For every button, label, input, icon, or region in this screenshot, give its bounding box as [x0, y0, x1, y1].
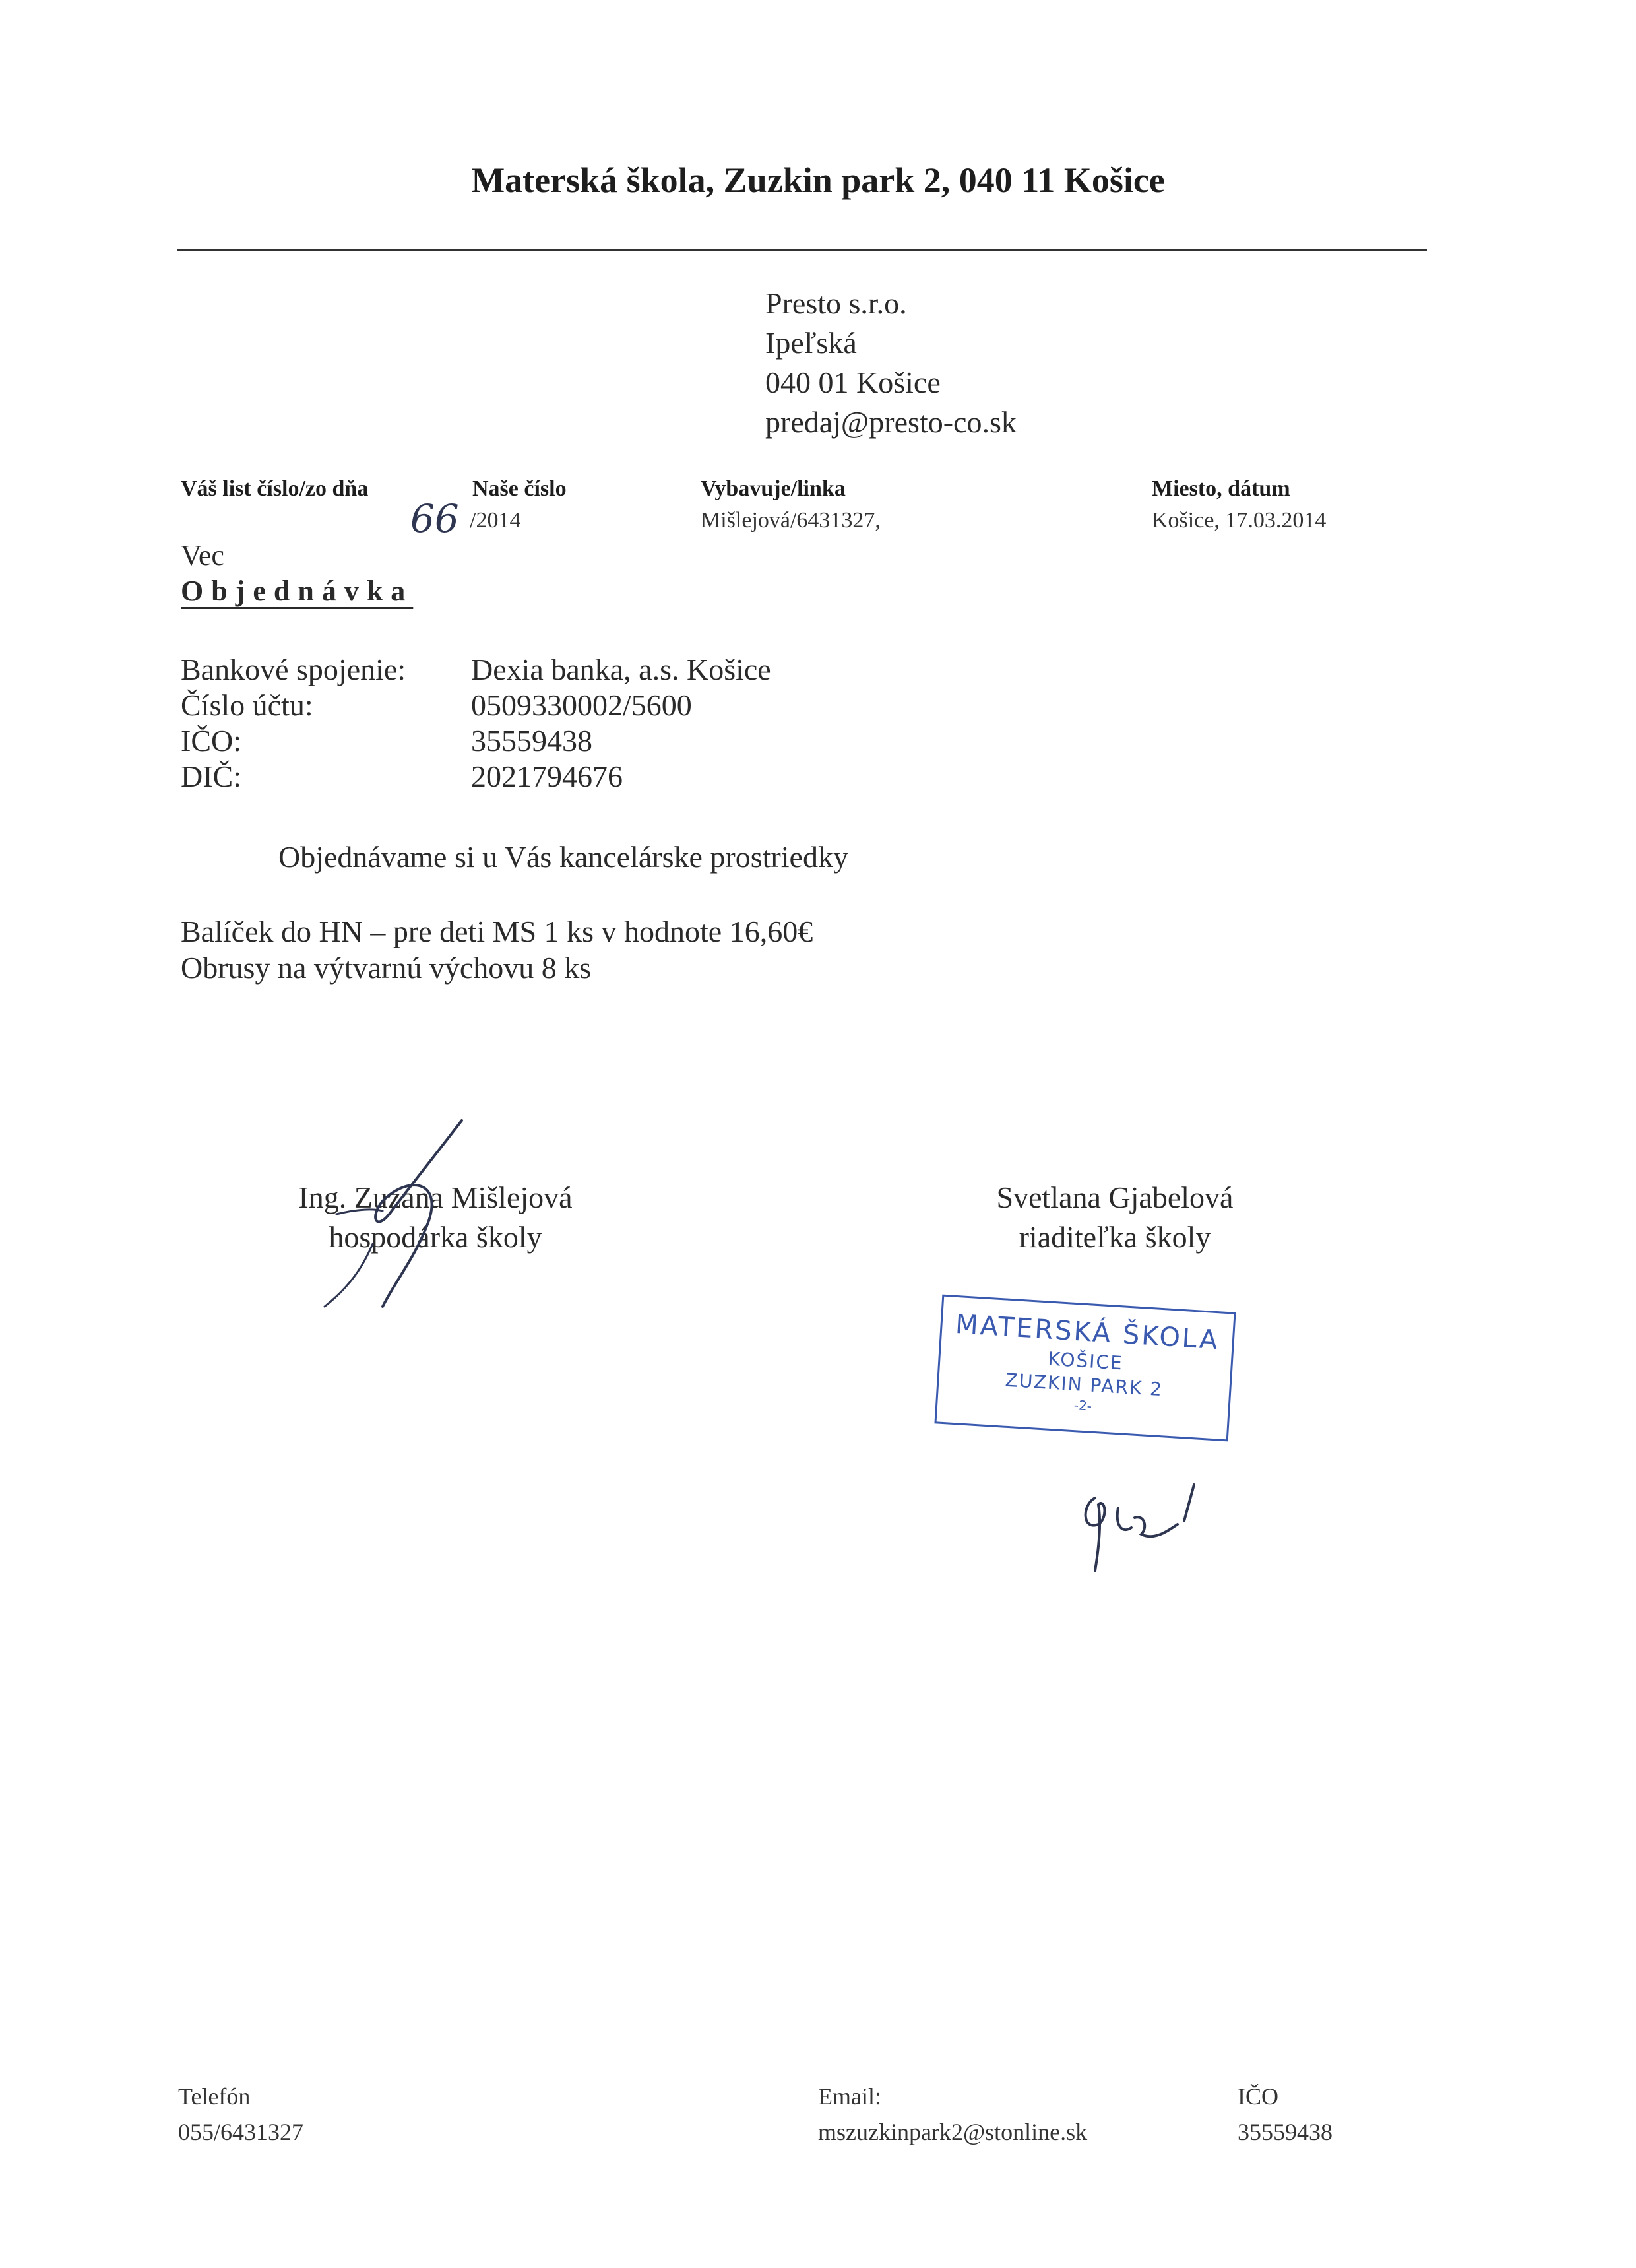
recipient-name: Presto s.r.o.	[765, 286, 907, 320]
signatory-role-right: riaditeľka školy	[1019, 1220, 1211, 1254]
place-date-value: Košice, 17.03.2014	[1152, 508, 1327, 533]
place-date-label: Miesto, dátum	[1152, 476, 1290, 501]
order-item: Balíček do HN – pre deti MS 1 ks v hodnote 16,60€	[181, 915, 813, 948]
your-letter-label: Váš list číslo/zo dňa	[181, 476, 369, 501]
footer-ico-label: IČO	[1238, 2083, 1278, 2110]
subject-label: Vec	[181, 539, 224, 571]
footer-ico-value: 35559438	[1238, 2119, 1333, 2145]
order-item: Obrusy na výtvarnú výchovu 8 ks	[181, 951, 592, 985]
footer-email-value: mszuzkinpark2@stonline.sk	[818, 2119, 1088, 2145]
recipient-street: Ipeľská	[765, 326, 857, 360]
recipient-address	[765, 284, 1017, 442]
signatory-name-right: Svetlana Gjabelová	[996, 1181, 1234, 1214]
footer-email	[818, 2079, 1087, 2150]
recipient-email: predaj@presto-co.sk	[765, 405, 1017, 439]
handled-by-value: Mišlejová/6431327,	[701, 508, 881, 533]
stamp-line: ZUZKIN PARK 2	[1004, 1369, 1164, 1401]
footer-phone-label: Telefón	[178, 2083, 251, 2110]
footer-phone-value: 055/6431327	[178, 2119, 304, 2145]
handwritten-signature-right	[1069, 1478, 1214, 1577]
footer-phone	[178, 2079, 303, 2150]
ico-value: 35559438	[471, 724, 592, 758]
dic-label: DIČ:	[181, 760, 241, 793]
subject-value: Objednávka	[181, 575, 414, 607]
our-number-value: /2014	[470, 508, 521, 533]
order-intro: Objednávame si u Vás kancelárske prostriedky	[278, 840, 848, 874]
handwritten-signature-left	[310, 1115, 468, 1313]
dic-value: 2021794676	[471, 760, 623, 793]
handled-by-label: Vybavuje/linka	[701, 476, 846, 501]
letterhead-title: Materská škola, Zuzkin park 2, 040 11 Košice	[471, 160, 1165, 200]
stamp-line: KOŠICE	[1047, 1347, 1124, 1375]
school-stamp	[934, 1295, 1236, 1442]
stamp-line: -2-	[1073, 1397, 1092, 1414]
signatory-name-left: Ing. Zuzana Mišlejová	[298, 1181, 573, 1214]
signature-right	[930, 1178, 1300, 1257]
account-label: Číslo účtu:	[181, 688, 313, 722]
our-number-label: Naše číslo	[472, 476, 567, 501]
bank-label: Bankové spojenie:	[181, 653, 406, 686]
recipient-city: 040 01 Košice	[765, 366, 941, 399]
signatory-role-left: hospodárka školy	[329, 1220, 542, 1254]
account-value: 0509330002/5600	[471, 688, 692, 722]
ico-label: IČO:	[181, 724, 241, 758]
footer-email-label: Email:	[818, 2083, 881, 2110]
bank-value: Dexia banka, a.s. Košice	[471, 653, 771, 686]
stamp-line: MATERSKÁ ŠKOLA	[954, 1309, 1220, 1356]
footer-ico	[1238, 2079, 1333, 2150]
handwritten-number: 66	[410, 496, 459, 541]
header-divider	[177, 249, 1427, 251]
